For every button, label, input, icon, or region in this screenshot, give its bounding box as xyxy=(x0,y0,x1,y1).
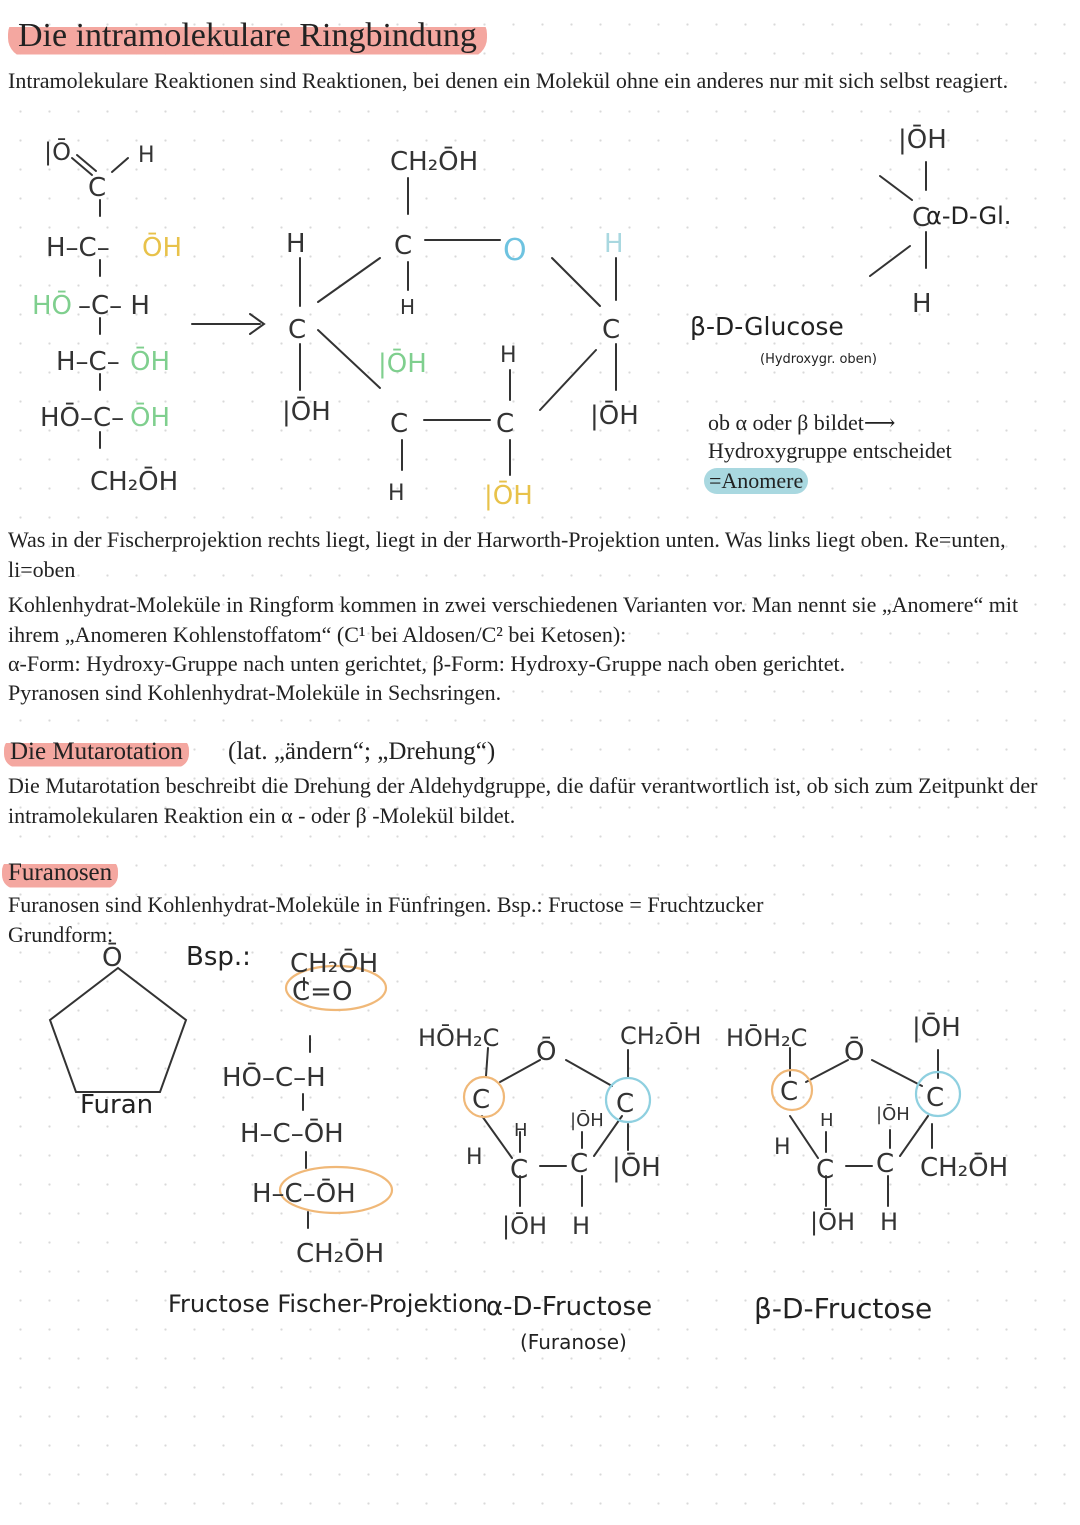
mutarotation-text: Die Mutarotation beschreibt die Drehung der Aldehydgruppe, die dafür verantwortlich ist, ob sich zum Zeitpunkt der intramolekularen Reaktion ein α - oder β -Molekül bildet. xyxy=(8,773,1038,828)
fischer-caption: Fructose Fischer-Projektion xyxy=(168,1290,489,1318)
fischer-rule-text: Was in der Fischerprojektion rechts liegt, liegt in der Harworth-Projektion unten. Was links liegt oben. Re=unten, li=oben xyxy=(8,527,1006,582)
svg-text:|ŌH: |ŌH xyxy=(378,349,427,379)
svg-text:C: C xyxy=(510,1155,529,1185)
alpha-fructose-ring xyxy=(482,1048,628,1206)
svg-text:C: C xyxy=(926,1083,945,1113)
beta-glucose-note: (Hydroxygr. oben) xyxy=(760,352,877,367)
intro-text: Intramolekulare Reaktionen sind Reaktionen, bei denen ein Molekül ohne ein anderes nur mit sich selbst reagiert. xyxy=(8,68,1009,93)
svg-text:C: C xyxy=(876,1149,895,1179)
svg-text:C=O: C=O xyxy=(292,977,353,1007)
anomer-text-2: α-Form: Hydroxy-Gruppe nach unten gerichtet, β-Form: Hydroxy-Gruppe nach oben gerichtet. xyxy=(8,651,846,676)
svg-text:HŌ: HŌ xyxy=(32,291,73,321)
section-title-mutarotation: Die Mutarotation xyxy=(4,736,189,768)
anomer-note-2: Hydroxygruppe entscheidet xyxy=(708,438,952,463)
svg-text:ŌH: ŌH xyxy=(130,347,171,377)
svg-text:H: H xyxy=(514,1120,528,1141)
svg-text:C: C xyxy=(912,203,931,233)
svg-text:ŌH: ŌH xyxy=(142,233,183,263)
svg-text:H–C–ŌH: H–C–ŌH xyxy=(252,1179,356,1209)
svg-text:H–C–: H–C– xyxy=(46,233,110,263)
svg-text:HŌH₂C: HŌH₂C xyxy=(726,1024,808,1052)
svg-text:C: C xyxy=(570,1149,589,1179)
svg-text:H: H xyxy=(912,289,932,319)
svg-text:HŌ–C–H: HŌ–C–H xyxy=(222,1063,326,1093)
svg-text:|ŌH: |ŌH xyxy=(912,1013,961,1043)
svg-text:C: C xyxy=(390,409,409,439)
beta-fructose-ring xyxy=(790,1048,938,1206)
svg-text:Ō: Ō xyxy=(536,1037,557,1067)
svg-text:H: H xyxy=(500,343,517,368)
svg-text:|ŌH: |ŌH xyxy=(810,1208,856,1236)
anomer-badge: =Anomere xyxy=(704,468,808,494)
svg-text:|ŌH: |ŌH xyxy=(282,397,331,427)
svg-text:ŌH: ŌH xyxy=(130,403,171,433)
svg-text:H: H xyxy=(774,1135,791,1160)
svg-text:H: H xyxy=(388,481,405,506)
beta-glucose-label: β-D-Glucose xyxy=(690,312,844,341)
svg-text:H–C–: H–C– xyxy=(56,347,120,377)
alpha-glucose-label: α-D-Gl. xyxy=(926,202,1012,230)
svg-text:C: C xyxy=(602,315,621,345)
svg-text:H: H xyxy=(138,143,155,168)
svg-text:C: C xyxy=(88,173,107,203)
svg-text:C: C xyxy=(288,315,307,345)
svg-text:HŌH₂C: HŌH₂C xyxy=(418,1024,500,1052)
svg-text:CH₂ŌH: CH₂ŌH xyxy=(296,1239,385,1269)
section-title-ringbindung: Die intramolekulare Ringbindung xyxy=(8,14,487,58)
svg-text:Ō: Ō xyxy=(844,1037,865,1067)
anomer-text-1: Kohlenhydrat-Moleküle in Ringform kommen in zwei verschiedenen Varianten vor. Man nennt sie „Anomere“ mit ihrem „Anomeren Kohlenstoffatom“ (C¹ bei Aldosen/C² bei Ketosen): xyxy=(8,592,1019,647)
furan-ring xyxy=(50,968,186,1092)
svg-text:|ŌH: |ŌH xyxy=(570,1110,604,1131)
svg-text:CH₂ŌH: CH₂ŌH xyxy=(620,1022,702,1050)
svg-text:H: H xyxy=(572,1212,591,1240)
svg-text:CH₂ŌH: CH₂ŌH xyxy=(920,1153,1009,1183)
alpha-fructose-sub: (Furanose) xyxy=(520,1330,627,1354)
grundform-label: Grundform: xyxy=(8,922,114,947)
svg-text:H: H xyxy=(400,295,416,319)
svg-text:|ŌH: |ŌH xyxy=(590,401,639,431)
beta-fructose-caption: β-D-Fructose xyxy=(754,1292,933,1325)
anomer-note-1: ob α oder β bildet⟶ xyxy=(708,410,896,435)
svg-text:H–C–ŌH: H–C–ŌH xyxy=(240,1119,344,1149)
bsp-label: Bsp.: xyxy=(186,942,251,972)
glucose-haworth-ring xyxy=(300,178,616,475)
mutarotation-suffix: (lat. „ändern“; „Drehung“) xyxy=(228,738,496,765)
furan-label: Furan xyxy=(80,1090,154,1120)
svg-text:|ŌH: |ŌH xyxy=(898,125,947,155)
svg-text:O: O xyxy=(503,233,527,268)
section-title-furanosen: Furanosen xyxy=(2,857,118,889)
svg-text:Ō: Ō xyxy=(102,943,123,973)
svg-text:H: H xyxy=(604,229,624,259)
svg-text:C: C xyxy=(616,1089,635,1119)
alpha-fructose-caption: α-D-Fructose xyxy=(486,1292,653,1322)
svg-text:CH₂ŌH: CH₂ŌH xyxy=(290,949,379,979)
svg-text:C: C xyxy=(394,231,413,261)
svg-text:|Ō: |Ō xyxy=(44,138,71,166)
svg-text:H: H xyxy=(820,1110,834,1131)
svg-text:|ŌH: |ŌH xyxy=(612,1153,661,1183)
svg-text:|ŌH: |ŌH xyxy=(876,1104,910,1125)
svg-text:|ŌH: |ŌH xyxy=(502,1212,548,1240)
anomer-text-3: Pyranosen sind Kohlenhydrat-Moleküle in Sechsringen. xyxy=(8,680,502,705)
svg-text:H: H xyxy=(286,229,306,259)
svg-text:C: C xyxy=(472,1085,491,1115)
svg-text:|ŌH: |ŌH xyxy=(484,481,533,511)
svg-text:C: C xyxy=(780,1077,799,1107)
svg-text:CH₂ŌH: CH₂ŌH xyxy=(90,467,179,497)
svg-text:CH₂ŌH: CH₂ŌH xyxy=(390,147,479,177)
svg-text:C: C xyxy=(496,409,515,439)
svg-text:HŌ–C–: HŌ–C– xyxy=(40,403,125,433)
svg-text:–C– H: –C– H xyxy=(78,291,150,321)
svg-text:H: H xyxy=(466,1145,483,1170)
svg-text:H: H xyxy=(880,1208,899,1236)
svg-text:C: C xyxy=(816,1155,835,1185)
furanosen-text: Furanosen sind Kohlenhydrat-Moleküle in Fünfringen. Bsp.: Fructose = Fruchtzucker xyxy=(8,892,764,917)
